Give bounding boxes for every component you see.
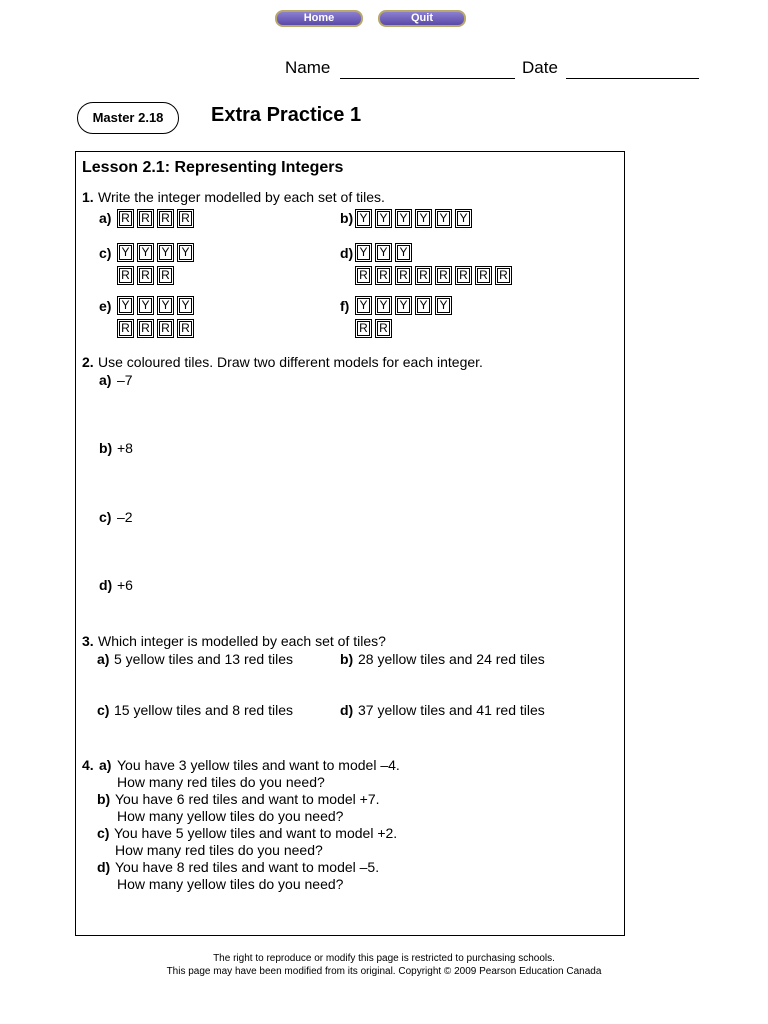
red-tile: R (477, 268, 490, 283)
yellow-tile: Y (357, 298, 370, 313)
yellow-tile: Y (377, 298, 390, 313)
q1-e-tiles-row2 (117, 319, 194, 336)
q2-text: Use coloured tiles. Draw two different models for each integer. (98, 354, 483, 370)
red-tile: R (119, 268, 132, 283)
q4-c-label: c) (97, 825, 110, 841)
red-tile: R (159, 268, 172, 283)
q1-e-tiles-row1 (117, 296, 194, 313)
q3-d-label: d) (340, 702, 354, 718)
red-tile: R (417, 268, 430, 283)
q3-number: 3. (82, 633, 94, 649)
home-button[interactable]: Home (275, 10, 363, 27)
q2-b-label: b) (99, 440, 113, 456)
red-tile: R (139, 321, 152, 336)
q2-a-label: a) (99, 372, 112, 388)
q1-c-tiles-row2 (117, 266, 174, 283)
red-tile: R (437, 268, 450, 283)
q4-number: 4. (82, 757, 94, 773)
q1-d-tiles-row2 (355, 266, 512, 283)
page-title: Extra Practice 1 (211, 104, 362, 126)
quit-button[interactable]: Quit (378, 10, 466, 27)
red-tile: R (139, 268, 152, 283)
red-tile: R (179, 321, 192, 336)
red-tile: R (119, 321, 132, 336)
red-tile: R (457, 268, 470, 283)
yellow-tile: Y (159, 298, 172, 313)
red-tile: R (119, 211, 132, 226)
q4-b-line2: How many yellow tiles do you need? (117, 808, 344, 824)
q3-c-label: c) (97, 702, 110, 718)
q1-b-tiles (355, 209, 472, 226)
q1-d-tiles-row1 (355, 243, 412, 260)
yellow-tile: Y (437, 211, 450, 226)
q1-d-label: d) (340, 245, 354, 261)
q1-f-label: f) (340, 298, 350, 314)
red-tile: R (159, 321, 172, 336)
q3-b-label: b) (340, 651, 354, 667)
q4-c-line1: You have 5 yellow tiles and want to model +2. (114, 825, 398, 841)
q2-c-value: –2 (117, 509, 133, 525)
q3-d-text: 37 yellow tiles and 41 red tiles (358, 702, 545, 718)
footer-line1: The right to reproduce or modify this page is restricted to purchasing schools. (213, 953, 555, 964)
q4-b-line1: You have 6 red tiles and want to model +7. (115, 791, 380, 807)
q4-b-label: b) (97, 791, 111, 807)
yellow-tile: Y (417, 211, 430, 226)
red-tile: R (357, 268, 370, 283)
yellow-tile: Y (179, 298, 192, 313)
q1-b-label: b) (340, 210, 354, 226)
yellow-tile: Y (159, 245, 172, 260)
name-label: Name (285, 58, 331, 77)
red-tile: R (139, 211, 152, 226)
footer-line2: This page may have been modified from its original. Copyright © 2009 Pearson Education Canada (166, 966, 602, 977)
yellow-tile: Y (397, 298, 410, 313)
q1-text: Write the integer modelled by each set of tiles. (98, 189, 385, 205)
q4-a-line2: How many red tiles do you need? (117, 774, 325, 790)
q4-a-label: a) (99, 757, 112, 773)
q2-d-label: d) (99, 577, 113, 593)
red-tile: R (377, 268, 390, 283)
name-line (340, 78, 515, 79)
q3-a-label: a) (97, 651, 110, 667)
yellow-tile: Y (457, 211, 470, 226)
yellow-tile: Y (417, 298, 430, 313)
red-tile: R (159, 211, 172, 226)
lesson-title: Lesson 2.1: Representing Integers (82, 159, 344, 176)
q1-c-label: c) (99, 245, 112, 261)
date-line (566, 78, 699, 79)
yellow-tile: Y (119, 298, 132, 313)
q2-b-value: +8 (117, 440, 133, 456)
q4-d-line2: How many yellow tiles do you need? (117, 876, 344, 892)
master-badge: Master 2.18 (77, 102, 179, 134)
q2-c-label: c) (99, 509, 112, 525)
yellow-tile: Y (139, 298, 152, 313)
red-tile: R (357, 321, 370, 336)
q4-d-label: d) (97, 859, 111, 875)
yellow-tile: Y (397, 211, 410, 226)
yellow-tile: Y (377, 211, 390, 226)
q1-number: 1. (82, 189, 94, 205)
q1-e-label: e) (99, 298, 112, 314)
red-tile: R (377, 321, 390, 336)
q2-number: 2. (82, 354, 94, 370)
red-tile: R (397, 268, 410, 283)
yellow-tile: Y (357, 245, 370, 260)
yellow-tile: Y (377, 245, 390, 260)
yellow-tile: Y (397, 245, 410, 260)
q1-f-tiles-row1 (355, 296, 452, 313)
yellow-tile: Y (357, 211, 370, 226)
q4-d-line1: You have 8 red tiles and want to model –5. (115, 859, 380, 875)
yellow-tile: Y (437, 298, 450, 313)
q1-f-tiles-row2 (355, 319, 392, 336)
q2-d-value: +6 (117, 577, 133, 593)
q1-a-tiles (117, 209, 194, 226)
q4-a-line1: You have 3 yellow tiles and want to model –4. (117, 757, 400, 773)
q1-a-label: a) (99, 210, 112, 226)
q3-text: Which integer is modelled by each set of tiles? (98, 633, 386, 649)
q1-c-tiles-row1 (117, 243, 194, 260)
yellow-tile: Y (179, 245, 192, 260)
date-label: Date (522, 58, 558, 77)
red-tile: R (179, 211, 192, 226)
q3-c-text: 15 yellow tiles and 8 red tiles (114, 702, 293, 718)
q3-b-text: 28 yellow tiles and 24 red tiles (358, 651, 545, 667)
yellow-tile: Y (139, 245, 152, 260)
q4-c-line2: How many red tiles do you need? (115, 842, 323, 858)
q2-a-value: –7 (117, 372, 133, 388)
red-tile: R (497, 268, 510, 283)
q3-a-text: 5 yellow tiles and 13 red tiles (114, 651, 293, 667)
yellow-tile: Y (119, 245, 132, 260)
